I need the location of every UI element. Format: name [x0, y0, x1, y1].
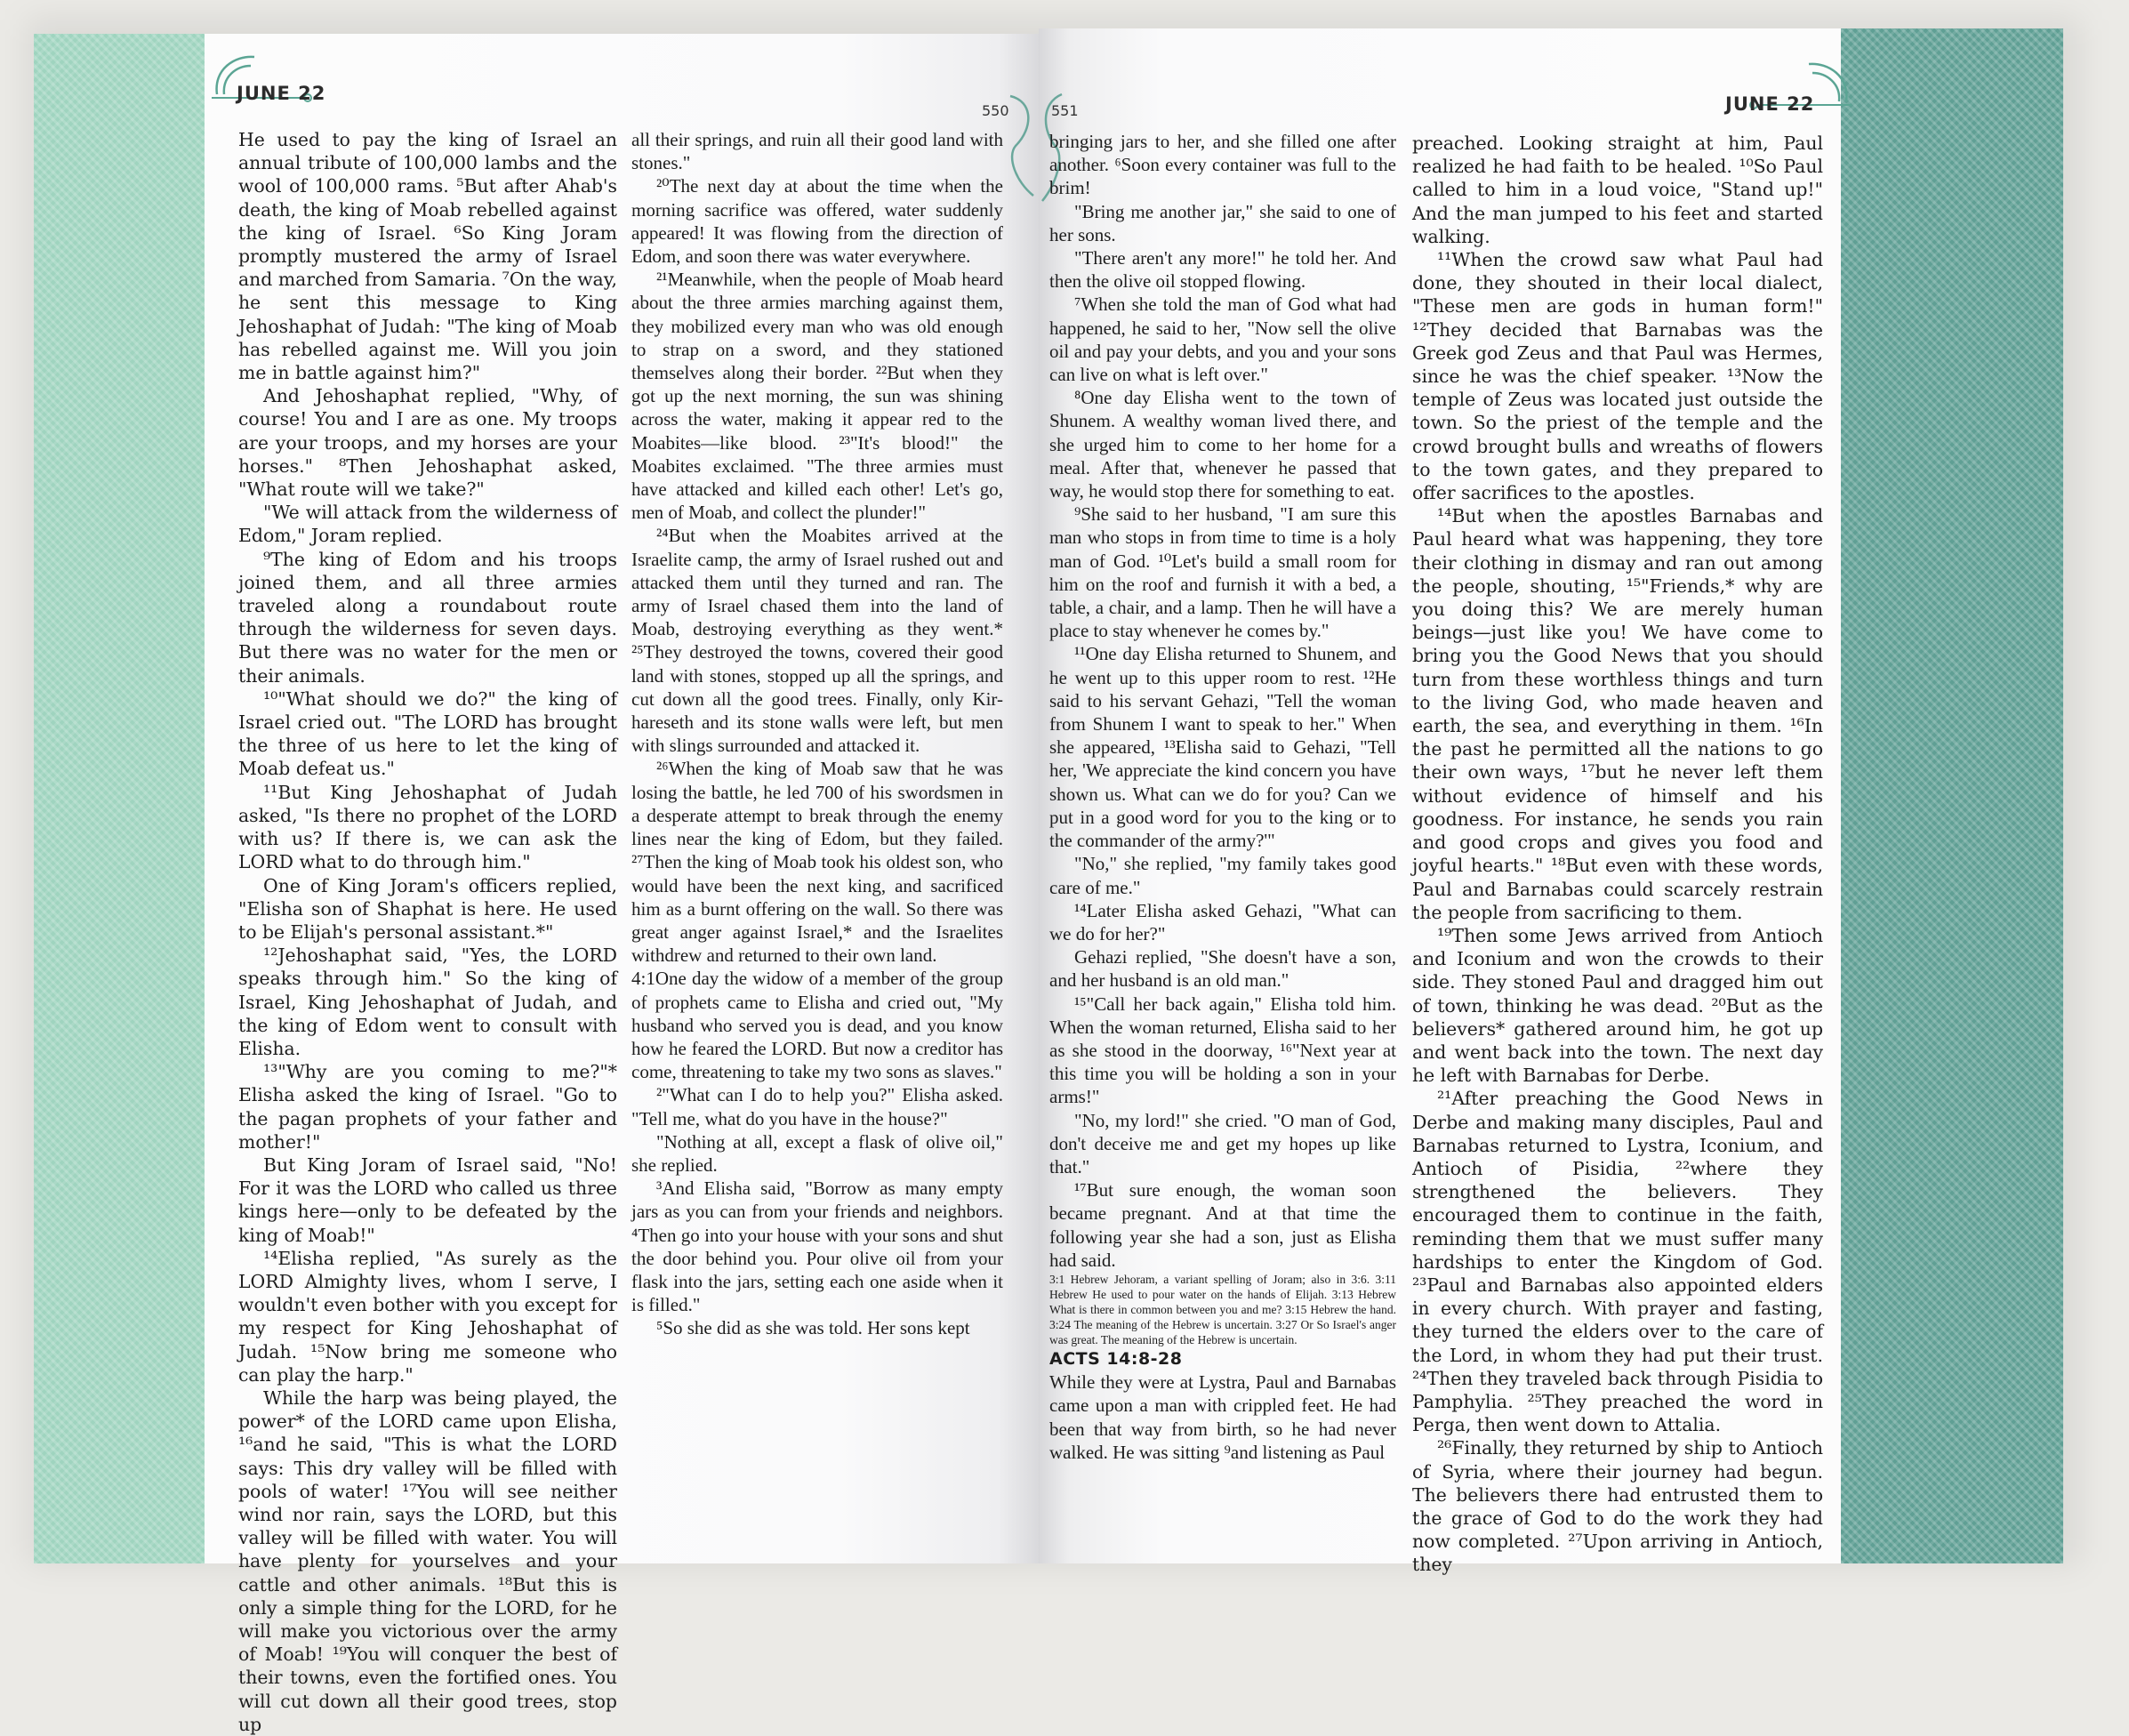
verse-paragraph: "Bring me another jar," she said to one of her sons.	[1049, 200, 1396, 245]
verse-paragraph: ²⁶Finally, they returned by ship to Antioch of Syria, where their journey had begun. The believers there had entrusted them to the grace of God to do the work they had now completed. ²⁷Upon arriving in Antioch, they	[1412, 1437, 1823, 1576]
verse-paragraph: ¹²Jehoshaphat said, "Yes, the LORD speaks through him." So the king of Israel, King Jehoshaphat of Judah, and the king of Edom went to consult with Elisha.	[238, 944, 617, 1059]
verse-paragraph: all their springs, and ruin all their good land with stones."	[631, 129, 1003, 174]
verse-paragraph: ²"What can I do to help you?" Elisha asked. "Tell me, what do you have in the house?"	[631, 1084, 1003, 1129]
left-column-1	[238, 128, 617, 1736]
verse-paragraph: ¹¹But King Jehoshaphat of Judah asked, "Is there no prophet of the LORD with us? If there is, we can ask the LORD what to do through him."	[238, 781, 617, 873]
verse-paragraph: ⁷When she told the man of God what had happened, he said to her, "Now sell the olive oil and pay your debts, and you and your sons can live on what is left over."	[1049, 293, 1396, 386]
verse-paragraph: ¹⁹Then some Jews arrived from Antioch and Iconium and won the crowds to their side. They stoned Paul and dragged him out of town, thinking he was dead. ²⁰But as the believers* gathered around him, he got up and went back into the town. The next day he left with Barnabas for Derbe.	[1412, 924, 1823, 1087]
right-page	[1039, 28, 2063, 1576]
verse-paragraph: preached. Looking straight at him, Paul realized he had faith to be healed. ¹⁰So Paul called to him in a loud voice, "Stand up!" And the man jumped to his feet and started walking.	[1412, 133, 1823, 247]
verse-paragraph: ²⁴But when the Moabites arrived at the Israelite camp, the army of Israel rushed out and attacked them until they turned and ran. The army of Israel chased them into the land of Moab, destroying everything as they went.* ²⁵They destroyed the towns, covered their good land with stones, stopped up all the springs, and cut down all the good trees. Finally, only Kir-hareseth and its stone walls were left, but men with slings surrounded and attacked it.	[631, 525, 1003, 757]
verse-paragraph: 4:1One day the widow of a member of the group of prophets came to Elisha and cried out, "My husband who served you is dead, and you know how he feared the LORD. But now a creditor has come, threatening to take my two sons as slaves."	[631, 968, 1003, 1083]
verse-paragraph: ¹⁴Elisha replied, "As surely as the LORD Almighty lives, whom I serve, I wouldn't even bother with you except for my respect for King Jehoshaphat of Judah. ¹⁵Now bring me someone who can play the harp."	[238, 1247, 617, 1386]
verse-paragraph: "There aren't any more!" he told her. And then the olive oil stopped flowing.	[1049, 247, 1396, 293]
verse-paragraph: While the harp was being played, the power* of the LORD came upon Elisha, ¹⁶and he said, "This is what the LORD says: This dry valley will be filled with pools of water! ¹⁷You will see neither wind nor rain, says the LORD, but this valley will be filled with water. You will have plenty for yourselves and your cattle and other animals. ¹⁸But this is only a simple thing for the LORD, for he will make you victorious over the army of Moab! ¹⁹You will conquer the best of their towns, even the fortified ones. You will cut down all their good trees, stop up	[238, 1386, 617, 1735]
verse-paragraph: "No," she replied, "my family takes good care of me."	[1049, 853, 1396, 898]
verse-paragraph: "Nothing at all, except a flask of olive oil," she replied.	[631, 1130, 1003, 1176]
verse-paragraph: ²⁰The next day at about the time when the morning sacrifice was offered, water suddenly appeared! It was flowing from the direction of Edom, and soon there was water everywhere.	[631, 175, 1003, 268]
page-number: 551	[1051, 102, 1079, 119]
page-number: 550	[982, 102, 1009, 119]
verse-paragraph: And Jehoshaphat replied, "Why, of course! You and I are as one. My troops are your troops, and my horses are your horses." ⁸Then Jehoshaphat asked, "What route will we take?"	[238, 385, 617, 501]
reading-reference: ACTS 14:8-28	[1049, 1348, 1183, 1369]
verse-paragraph: ¹⁴But when the apostles Barnabas and Paul heard what was happening, they tore their clothing in dismay and ran out among the people, shouting, ¹⁵"Friends,* why are you doing this? We are merely human beings—just like you! We have come to bring you the Good News that you should turn from these worthless things and turn to the living God, who made heaven and earth, the sea, and everything in them. ¹⁶In the past he permitted all the nations to go their own ways, ¹⁷but he never left them without evidence of himself and his goodness. For instance, he sends you rain and good crops and gives you food and joyful hearts." ¹⁸But even with these words, Paul and Barnabas could scarcely restrain the people from sacrificing to them.	[1412, 505, 1823, 923]
verse-paragraph: ¹⁵"Call her back again," Elisha told him. When the woman returned, Elisha said to her as she stood in the doorway, ¹⁶"Next year at this time you will be holding a son in your arms!"	[1049, 993, 1396, 1108]
left-page	[34, 34, 1039, 1735]
verse-paragraph: ¹¹One day Elisha returned to Shunem, and he went up to this upper room to rest. ¹²He said to his servant Gehazi, "Tell the woman from Shunem I want to speak to her." When she appeared, ¹³Elisha said to Gehazi, "Tell her, 'We appreciate the kind concern you have shown us. What can we do for you? Can we put in a good word for you to the king or to the commander of the army?'"	[1049, 643, 1396, 852]
page-header-date: JUNE 22	[237, 83, 326, 104]
verse-paragraph: ¹⁷But sure enough, the woman soon became pregnant. And at that time the following year she had a son, just as Elisha had said.	[1049, 1179, 1396, 1271]
verse-paragraph: ¹⁰"What should we do?" the king of Israel cried out. "The LORD has brought the three of us here to let the king of Moab defeat us."	[238, 687, 617, 780]
right-column-1	[1049, 130, 1396, 1464]
verse-paragraph: ²⁶When the king of Moab saw that he was losing the battle, he led 700 of his swordsmen in a desperate attempt to break through the enemy lines near the king of Edom, but they failed. ²⁷Then the king of Moab took his oldest son, who would have been the next king, and sacrificed him as a burnt offering on the wall. So there was great anger against Israel,* and the Israelites withdrew and returned to their own land.	[631, 758, 1003, 967]
verse-paragraph: bringing jars to her, and she filled one after another. ⁶Soon every container was full to the brim!	[1049, 131, 1396, 199]
right-column-2	[1412, 132, 1823, 1577]
verse-paragraph: One of King Joram's officers replied, "Elisha son of Shaphat is here. He used to be Elijah's personal assistant.*"	[238, 874, 617, 943]
right-page-color-edge	[1841, 28, 2063, 1563]
verse-paragraph: ⁸One day Elisha went to the town of Shunem. A wealthy woman lived there, and she urged him to come to her home for a meal. After that, whenever he passed that way, he would stop there for something to eat.	[1049, 387, 1396, 502]
verse-paragraph: ⁹She said to her husband, "I am sure this man who stops in from time to time is a holy man of God. ¹⁰Let's build a small room for him on the roof and furnish it with a bed, a table, a chair, and a lamp. Then he will have a place to stay whenever he comes by."	[1049, 503, 1396, 642]
page-header-date: JUNE 22	[1725, 93, 1815, 115]
verse-paragraph: ³And Elisha said, "Borrow as many empty jars as you can from your friends and neighbors. ⁴Then go into your house with your sons and shut the door behind you. Pour olive oil from your flask into the jars, setting each one aside when it is filled."	[631, 1177, 1003, 1316]
left-column-2	[631, 128, 1003, 1340]
verse-paragraph: ⁵So she did as she was told. Her sons kept	[656, 1317, 970, 1339]
verse-paragraph: ²¹After preaching the Good News in Derbe and making many disciples, Paul and Barnabas returned to Lystra, Iconium, and Antioch of Pisidia, ²²where they strengthened the believers. They encouraged them to continue in the faith, reminding them that we must suffer many hardships to enter the Kingdom of God. ²³Paul and Barnabas also appointed elders in every church. With prayer and fasting, they turned the elders over to the care of the Lord, in whom they had put their trust. ²⁴Then they traveled back through Pisidia to Pamphylia. ²⁵They preached the word in Perga, then went down to Attalia.	[1412, 1088, 1823, 1436]
footnotes: 3:1 Hebrew Jehoram, a variant spelling of Joram; also in 3:6. 3:11 Hebrew He used to pour water on the hands of Elijah. 3:13 Hebrew What is there in common between you and me? 3:15 Hebrew the hand. 3:24 The meaning of the Hebrew is uncertain. 3:27 Or So Israel's anger was great. The meaning of the Hebrew is uncertain.	[1049, 1272, 1396, 1346]
verse-paragraph: But King Joram of Israel said, "No! For it was the LORD who called us three kings here—only to be defeated by the king of Moab!"	[238, 1153, 617, 1246]
verse-paragraph: ¹³"Why are you coming to me?"* Elisha asked the king of Israel. "Go to the pagan prophets of your father and mother!"	[238, 1061, 617, 1153]
verse-paragraph: ⁹The king of Edom and his troops joined them, and all three armies traveled along a roundabout route through the wilderness for seven days. But there was no water for the men or their animals.	[238, 548, 617, 687]
verse-paragraph: He used to pay the king of Israel an annual tribute of 100,000 lambs and the wool of 100,000 rams. ⁵But after Ahab's death, the king of Moab rebelled against the king of Israel. ⁶So King Joram promptly mustered the army of Israel and marched from Samaria. ⁷On the way, he sent this message to King Jehoshaphat of Judah: "The king of Moab has rebelled against me. Will you join me in battle against him?"	[238, 129, 617, 384]
verse-paragraph: While they were at Lystra, Paul and Barnabas came upon a man with crippled feet. He had been that way from birth, so he had never walked. He was sitting ⁹and listening as Paul	[1049, 1371, 1396, 1463]
verse-paragraph: ¹¹When the crowd saw what Paul had done, they shouted in their local dialect, "These men are gods in human form!" ¹²They decided that Barnabas was the Greek god Zeus and that Paul was Hermes, since he was the chief speaker. ¹³Now the temple of Zeus was located just outside the town. So the priest of the temple and the crowd brought bulls and wreaths of flowers to the town gates, and they prepared to offer sacrifices to the apostles.	[1412, 249, 1823, 504]
verse-paragraph: ¹⁴Later Elisha asked Gehazi, "What can we do for her?"	[1049, 899, 1396, 944]
verse-paragraph: ²¹Meanwhile, when the people of Moab heard about the three armies marching against them, they mobilized every man who was old enough to strap on a sword, and they stationed themselves along their border. ²²But when they got up the next morning, the sun was shining across the water, making it appear red to the Moabites—like blood. ²³"It's blood!" the Moabites exclaimed. "The three armies must have attacked and killed each other! Let's go, men of Moab, and collect the plunder!"	[631, 269, 1003, 524]
verse-paragraph: Gehazi replied, "She doesn't have a son, and her husband is an old man."	[1049, 946, 1396, 992]
verse-paragraph: "We will attack from the wilderness of Edom," Joram replied.	[238, 502, 617, 547]
verse-paragraph: "No, my lord!" she cried. "O man of God, don't deceive me and get my hopes up like that."	[1049, 1109, 1396, 1177]
gutter-ornament-icon	[1007, 92, 1039, 199]
left-page-color-edge	[34, 34, 205, 1563]
